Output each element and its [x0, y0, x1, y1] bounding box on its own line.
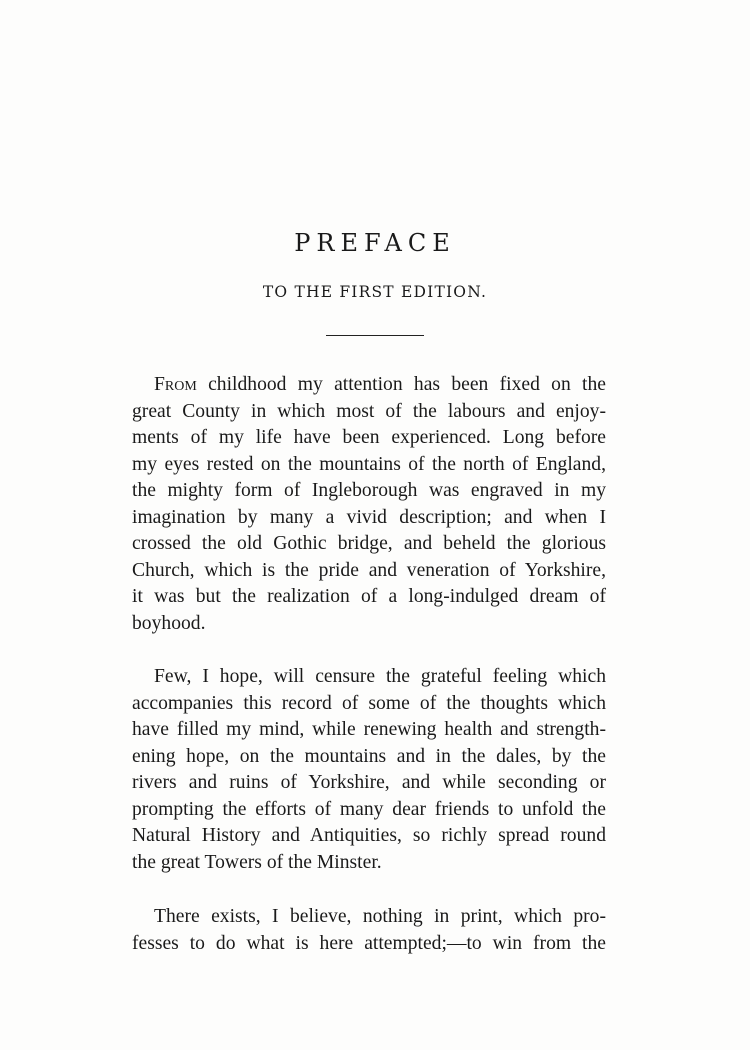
paragraph-line-text: childhood my attention has been fixed on the [196, 374, 606, 395]
paragraph-line: There exists, I believe, nothing in print, which pro- [154, 906, 606, 927]
paragraph-3 [132, 904, 606, 957]
paragraph-line: great County in which most of the labours and enjoy- [132, 400, 606, 422]
paragraph-line: rivers and ruins of Yorkshire, and while seconding or [132, 772, 606, 793]
paragraph-1 [132, 372, 606, 637]
paragraph-line: have filled my mind, while renewing health and strength- [132, 719, 606, 740]
paragraph-line: Natural History and Antiquities, so richly spread round [132, 825, 606, 846]
paragraph-line: ments of my life have been experienced. Long before [132, 427, 606, 448]
paragraph-2 [132, 664, 606, 876]
paragraph-line: ening hope, on the mountains and in the dales, by the [132, 745, 606, 767]
paragraph-line: fesses to do what is here attempted;—to win from the [132, 932, 606, 954]
title-divider [326, 335, 424, 336]
paragraph-line: accompanies this record of some of the thoughts which [132, 692, 606, 714]
paragraph-line [132, 372, 606, 399]
page-subtitle: TO THE FIRST EDITION. [262, 283, 488, 301]
paragraph-line: boyhood. [132, 612, 206, 634]
page-title: PREFACE [294, 229, 456, 257]
paragraph-line: it was but the realization of a long-indulged dream of [132, 586, 606, 607]
paragraph-line: prompting the efforts of many dear friends to unfold the [132, 798, 606, 820]
paragraph-lead-word: From [154, 374, 197, 395]
paragraph-line: the great Towers of the Minster. [132, 851, 382, 873]
paragraph-line: Church, which is the pride and veneration of Yorkshire, [132, 559, 606, 581]
paragraph-line: Few, I hope, will censure the grateful feeling which [154, 666, 606, 687]
paragraph-line: the mighty form of Ingleborough was engraved in my [132, 480, 606, 501]
paragraph-line: imagination by many a vivid description; and when I [132, 506, 606, 528]
paragraph-line: crossed the old Gothic bridge, and beheld the glorious [132, 533, 606, 554]
paragraph-line: my eyes rested on the mountains of the north of England, [132, 453, 606, 475]
